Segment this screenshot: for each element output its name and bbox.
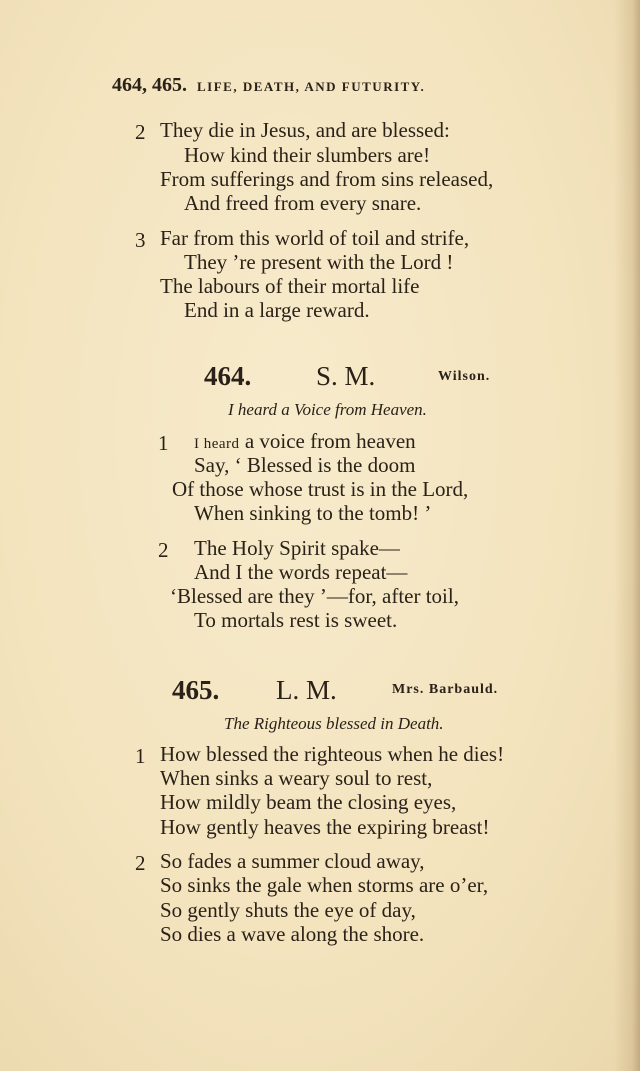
verse-number: 1: [135, 744, 146, 768]
verse-line: Say, ‘ Blessed is the doom: [194, 453, 416, 477]
verse-line: Of those whose trust is in the Lord,: [172, 477, 469, 501]
running-head: [112, 74, 425, 97]
hymn-author: Wilson.: [438, 369, 491, 384]
verse-line: So dies a wave along the shore.: [160, 922, 425, 946]
verse-number: 2: [135, 120, 146, 144]
verse-line: How mildly beam the closing eyes,: [160, 790, 457, 814]
hymn-meter: L. M.: [276, 675, 337, 705]
verse-number: 2: [158, 538, 169, 562]
verse-line: When sinking to the tomb! ’: [194, 501, 432, 525]
verse-line: When sinks a weary soul to rest,: [160, 766, 433, 790]
verse-line: The Holy Spirit spake—: [194, 536, 400, 560]
verse-line: How gently heaves the expiring breast!: [160, 815, 490, 839]
verse-line: How blessed the righteous when he dies!: [160, 742, 505, 766]
page-edge-shadow: [614, 0, 640, 1071]
verse-line: How kind their slumbers are!: [184, 143, 431, 167]
hymn-author: Mrs. Barbauld.: [392, 682, 499, 697]
verse-line: And freed from every snare.: [184, 191, 422, 215]
running-head-title: LIFE, DEATH, AND FUTURITY.: [197, 79, 426, 94]
verse-number: 2: [135, 851, 146, 875]
verse-number: 1: [158, 431, 169, 455]
verse-line: So sinks the gale when storms are o’er,: [160, 873, 489, 897]
verse-line: So gently shuts the eye of day,: [160, 898, 416, 922]
verse-first-line: [194, 431, 416, 452]
verse-line: They die in Jesus, and are blessed:: [160, 118, 450, 142]
verse-line: To mortals rest is sweet.: [194, 608, 398, 632]
verse-line: From sufferings and from sins released,: [160, 167, 494, 191]
verse-number: 3: [135, 228, 146, 252]
verse-line: The labours of their mortal life: [160, 274, 420, 298]
hymn-number: 465.: [172, 675, 220, 705]
verse-line: End in a large reward.: [184, 298, 370, 322]
hymn-meter: S. M.: [316, 361, 376, 391]
verse-line: a voice from heaven: [239, 429, 416, 453]
hymn-subtitle: I heard a Voice from Heaven.: [228, 400, 427, 419]
verse-line: Far from this world of toil and strife,: [160, 226, 470, 250]
verse-line: So fades a summer cloud away,: [160, 849, 425, 873]
hymn-number: 464.: [204, 361, 252, 391]
verse-line: And I the words repeat—: [194, 560, 408, 584]
opening-small-caps: I heard: [194, 436, 240, 452]
hymn-subtitle: The Righteous blessed in Death.: [224, 714, 444, 733]
running-head-numbers: 464, 465.: [112, 74, 187, 96]
verse-line: ‘Blessed are they ’—for, after toil,: [170, 584, 459, 608]
verse-line: They ’re present with the Lord !: [184, 250, 454, 274]
